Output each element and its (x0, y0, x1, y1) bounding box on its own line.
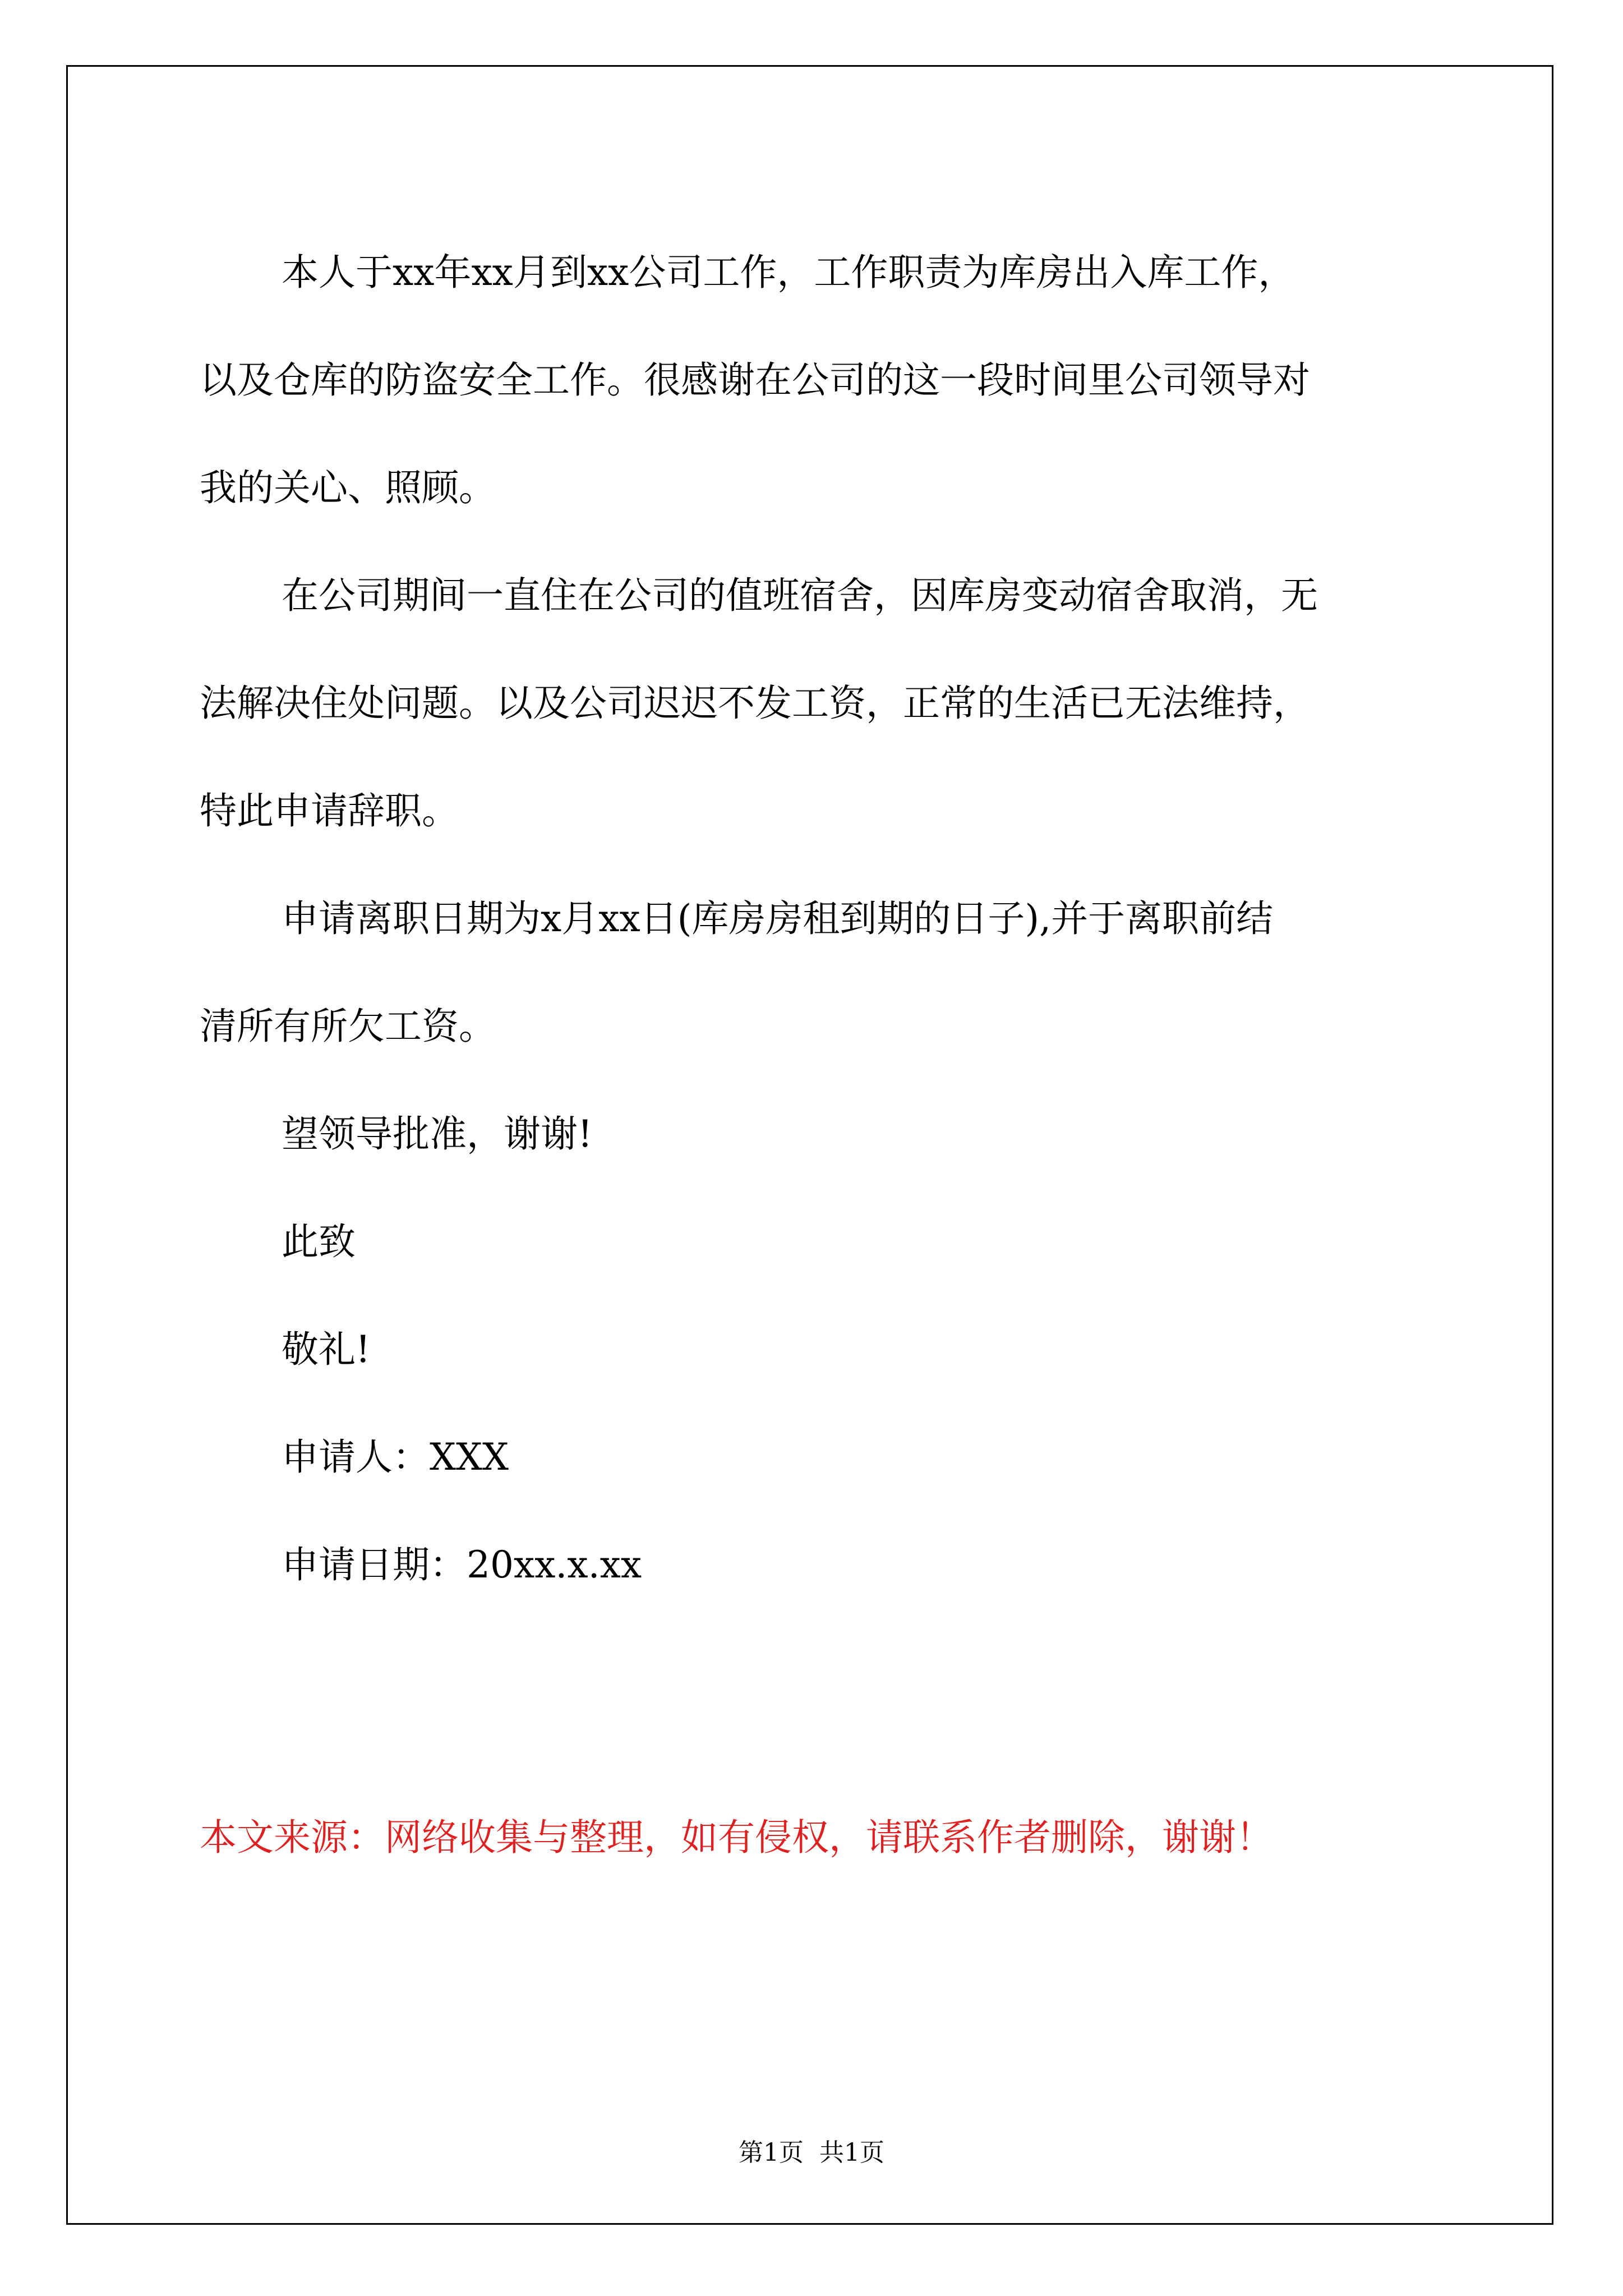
paragraph-3-line-1: 申请离职日期为x月xx日(库房房租到期的日子),并于离职前结 (282, 897, 1274, 940)
paragraph-1-line-2: 以及仓库的防盗安全工作。很感谢在公司的这一段时间里公司领导对 (200, 358, 1310, 402)
paragraph-2-line-3: 特此申请辞职。 (200, 789, 459, 832)
source-disclaimer: 本文来源：网络收集与整理，如有侵权，请联系作者删除，谢谢！ (200, 1816, 1273, 1859)
paragraph-2-line-2: 法解决住处问题。以及公司迟迟不发工资，正常的生活已无法维持， (200, 682, 1310, 725)
page-number-footer: 第1页 共1页 (739, 2138, 884, 2167)
closing-request: 望领导批准，谢谢! (282, 1112, 593, 1156)
paragraph-2-line-1: 在公司期间一直住在公司的值班宿舍，因库房变动宿舍取消，无 (282, 574, 1318, 617)
application-date: 申请日期：20xx.x.xx (282, 1543, 642, 1586)
salutation: 此致 (282, 1220, 356, 1263)
paragraph-3-line-2: 清所有所欠工资。 (200, 1005, 496, 1048)
paragraph-1-line-1: 本人于xx年xx月到xx公司工作，工作职责为库房出入库工作， (282, 251, 1295, 294)
paragraph-1-line-3: 我的关心、照顾。 (200, 466, 496, 509)
regards: 敬礼! (282, 1328, 371, 1371)
applicant-line: 申请人：XXX (282, 1435, 509, 1479)
letter-body (200, 219, 1478, 1619)
